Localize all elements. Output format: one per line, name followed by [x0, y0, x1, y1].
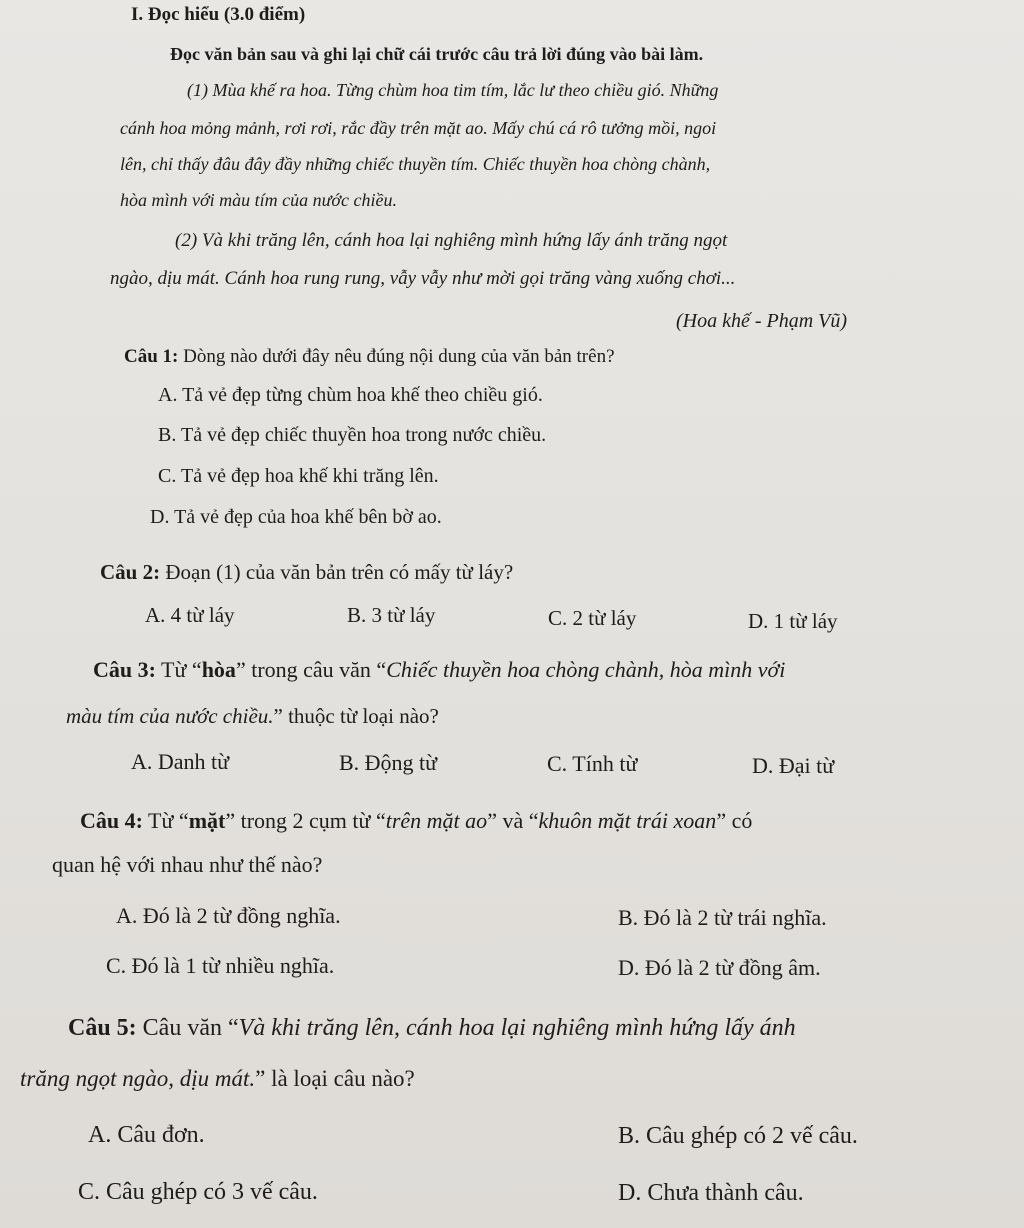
- passage-line: (2) Và khi trăng lên, cánh hoa lại nghiêng mình hứng lấy ánh trăng ngọt: [175, 230, 728, 251]
- question-2: [100, 560, 513, 585]
- question-text: Dòng nào dưới đây nêu đúng nội dung của văn bản trên?: [178, 346, 615, 367]
- question-4: [80, 808, 752, 834]
- question-text: Câu văn “: [136, 1015, 239, 1041]
- option-c: C. Câu ghép có 3 vế câu.: [78, 1179, 318, 1205]
- quote: màu tím của nước chiều.: [66, 704, 274, 728]
- question-text: Đoạn (1) của văn bản trên có mấy từ láy?: [160, 560, 514, 584]
- option-a: A. Danh từ: [131, 749, 230, 774]
- question-3: [93, 657, 785, 683]
- passage-line: cánh hoa mỏng mảnh, rơi rơi, rắc đầy trên mặt ao. Mấy chú cá rô tưởng mồi, ngoi: [120, 118, 717, 138]
- question-label: Câu 4:: [80, 808, 143, 833]
- option-d: D. Đó là 2 từ đồng âm.: [618, 955, 821, 980]
- keyword: mặt: [188, 808, 226, 833]
- option-d: D. Tả vẻ đẹp của hoa khế bên bờ ao.: [150, 506, 442, 528]
- quote: trăng ngọt ngào, dịu mát.: [20, 1066, 256, 1091]
- option-b: B. Động từ: [339, 750, 438, 775]
- option-d: D. 1 từ láy: [748, 609, 838, 633]
- question-5-line-2: [20, 1066, 415, 1092]
- option-d: D. Chưa thành câu.: [618, 1180, 804, 1206]
- question-label: Câu 3:: [93, 657, 156, 682]
- question-text: ” có: [716, 808, 753, 833]
- question-text: ” là loại câu nào?: [255, 1066, 415, 1091]
- option-a: A. Câu đơn.: [88, 1122, 205, 1148]
- question-5: [68, 1015, 796, 1042]
- option-c: C. 2 từ láy: [548, 606, 637, 630]
- passage-line: hòa mình với màu tím của nước chiều.: [120, 190, 397, 210]
- passage-line: ngào, dịu mát. Cánh hoa rung rung, vẫy vẫy như mời gọi trăng vàng xuống chơi...: [110, 268, 736, 289]
- question-3-line-2: [66, 704, 439, 729]
- question-label: Câu 1:: [124, 346, 179, 367]
- question-4-line-2: quan hệ với nhau như thế nào?: [52, 852, 323, 877]
- quote: Và khi trăng lên, cánh hoa lại nghiêng mình hứng lấy ánh: [238, 1015, 796, 1041]
- question-text: Từ “: [155, 657, 202, 682]
- question-text: ” trong câu văn “: [235, 657, 387, 682]
- option-c: C. Tính từ: [547, 751, 638, 776]
- question-text: ” thuộc từ loại nào?: [273, 704, 439, 728]
- option-a: A. Tả vẻ đẹp từng chùm hoa khế theo chiều gió.: [158, 384, 543, 406]
- passage-source: (Hoa khế - Phạm Vũ): [676, 310, 848, 332]
- option-c: C. Tả vẻ đẹp hoa khế khi trăng lên.: [158, 465, 439, 487]
- question-label: Câu 2:: [100, 560, 161, 584]
- keyword: hòa: [201, 657, 236, 682]
- option-b: B. Đó là 2 từ trái nghĩa.: [618, 905, 827, 930]
- question-text: Từ “: [142, 808, 189, 833]
- option-b: B. Tả vẻ đẹp chiếc thuyền hoa trong nước chiều.: [158, 424, 547, 446]
- option-a: A. Đó là 2 từ đồng nghĩa.: [116, 903, 341, 928]
- option-c: C. Đó là 1 từ nhiều nghĩa.: [106, 953, 335, 978]
- option-d: D. Đại từ: [752, 753, 835, 778]
- quote: Chiếc thuyền hoa chòng chành, hòa mình với: [386, 657, 786, 682]
- passage-line: lên, chỉ thấy đâu đây đầy những chiếc thuyền tím. Chiếc thuyền hoa chòng chành,: [120, 154, 711, 174]
- option-b: B. 3 từ láy: [347, 603, 436, 627]
- option-a: A. 4 từ láy: [145, 603, 235, 627]
- phrase: trên mặt ao: [385, 808, 488, 833]
- instruction: Đọc văn bản sau và ghi lại chữ cái trước câu trả lời đúng vào bài làm.: [170, 44, 704, 64]
- question-text: ” trong 2 cụm từ “: [225, 808, 386, 833]
- question-label: Câu 5:: [68, 1015, 137, 1041]
- phrase: khuôn mặt trái xoan: [538, 808, 717, 833]
- question-1: [124, 346, 615, 368]
- question-text: ” và “: [487, 808, 539, 833]
- passage-line: (1) Mùa khế ra hoa. Từng chùm hoa tim tím, lắc lư theo chiều gió. Những: [187, 80, 719, 100]
- section-title: I. Đọc hiểu (3.0 điểm): [131, 4, 306, 25]
- option-b: B. Câu ghép có 2 vế câu.: [618, 1123, 858, 1149]
